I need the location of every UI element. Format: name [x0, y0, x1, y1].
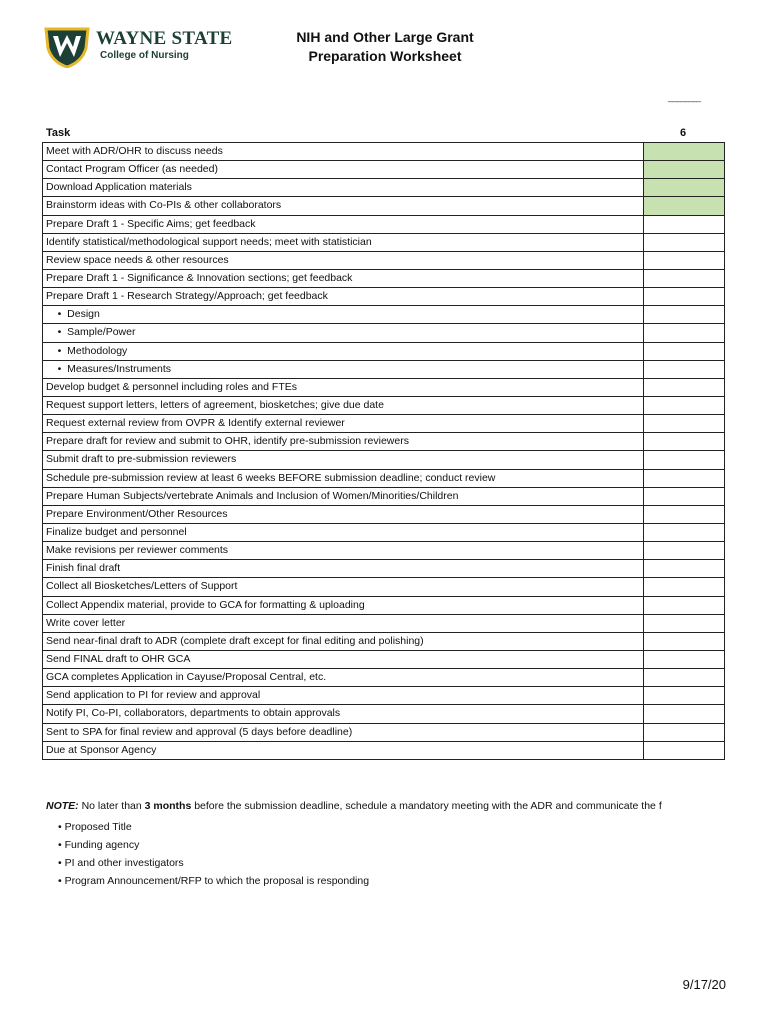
table-row — [43, 451, 725, 469]
table-row — [43, 705, 725, 723]
week-column-header: 6 — [679, 127, 687, 139]
list-item: • Program Announcement/RFP to which the proposal is responding — [58, 875, 370, 887]
note-bullet-list — [58, 818, 369, 890]
schedule-cell — [644, 542, 725, 560]
highlighted-schedule-cell — [644, 197, 725, 215]
task-cell: Brainstorm ideas with Co-PIs & other collaborators — [43, 197, 644, 215]
task-cell: • Design — [43, 306, 644, 324]
title-line-2: Preparation Worksheet — [308, 48, 462, 64]
table-row — [43, 251, 725, 269]
task-cell: Send application to PI for review and approval — [43, 687, 644, 705]
task-cell: • Measures/Instruments — [43, 360, 644, 378]
page-title — [250, 28, 520, 66]
footer-date: 9/17/20 — [682, 977, 726, 992]
note-text-after: before the submission deadline, schedule a mandatory meeting with the ADR and communicate the f — [191, 800, 662, 812]
schedule-cell — [644, 705, 725, 723]
schedule-cell — [644, 560, 725, 578]
list-item: • Proposed Title — [58, 821, 132, 833]
schedule-cell — [644, 451, 725, 469]
table-row — [43, 197, 725, 215]
task-cell: Prepare Human Subjects/vertebrate Animals and Inclusion of Women/Minorities/Children — [43, 487, 644, 505]
table-row — [43, 396, 725, 414]
schedule-cell — [644, 378, 725, 396]
table-row — [43, 179, 725, 197]
note-label: NOTE: — [46, 800, 79, 812]
task-cell: Prepare draft for review and submit to OHR, identify pre-submission reviewers — [43, 433, 644, 451]
schedule-cell — [644, 415, 725, 433]
table-row — [43, 523, 725, 541]
table-row — [43, 161, 725, 179]
note-bold: 3 months — [144, 800, 192, 812]
task-cell: Prepare Environment/Other Resources — [43, 505, 644, 523]
task-table — [42, 142, 725, 760]
table-row — [43, 324, 725, 342]
logo-subtitle: College of Nursing — [100, 50, 189, 61]
task-cell: Request support letters, letters of agreement, biosketches; give due date — [43, 396, 644, 414]
table-row — [43, 360, 725, 378]
task-cell: Due at Sponsor Agency — [43, 741, 644, 759]
table-row — [43, 378, 725, 396]
highlighted-schedule-cell — [644, 179, 725, 197]
task-column-header: Task — [46, 127, 71, 139]
table-row — [43, 505, 725, 523]
logo-name: WAYNE STATE — [96, 28, 233, 49]
table-row — [43, 269, 725, 287]
table-row — [43, 723, 725, 741]
task-cell: Prepare Draft 1 - Research Strategy/Approach; get feedback — [43, 288, 644, 306]
schedule-cell — [644, 342, 725, 360]
table-row — [43, 542, 725, 560]
task-cell: Sent to SPA for final review and approval (5 days before deadline) — [43, 723, 644, 741]
task-cell: GCA completes Application in Cayuse/Proposal Central, etc. — [43, 669, 644, 687]
task-cell: Send near-final draft to ADR (complete draft except for final editing and polishing) — [43, 632, 644, 650]
task-cell: Send FINAL draft to OHR GCA — [43, 650, 644, 668]
table-row — [43, 741, 725, 759]
schedule-cell — [644, 523, 725, 541]
highlighted-schedule-cell — [644, 143, 725, 161]
title-line-1: NIH and Other Large Grant — [296, 29, 474, 45]
task-cell: Schedule pre-submission review at least 6 weeks BEFORE submission deadline; conduct review — [43, 469, 644, 487]
table-row — [43, 614, 725, 632]
schedule-cell — [644, 650, 725, 668]
schedule-cell — [644, 723, 725, 741]
table-row — [43, 288, 725, 306]
table-row — [43, 233, 725, 251]
task-cell: Submit draft to pre-submission reviewers — [43, 451, 644, 469]
date-blank-line: ________ — [667, 92, 701, 102]
task-cell: Develop budget & personnel including roles and FTEs — [43, 378, 644, 396]
table-row — [43, 560, 725, 578]
task-cell: Download Application materials — [43, 179, 644, 197]
table-row — [43, 632, 725, 650]
table-row — [43, 687, 725, 705]
schedule-cell — [644, 251, 725, 269]
wayne-state-logo — [44, 26, 244, 70]
task-cell: Identify statistical/methodological support needs; meet with statistician — [43, 233, 644, 251]
schedule-cell — [644, 741, 725, 759]
schedule-cell — [644, 269, 725, 287]
table-row — [43, 578, 725, 596]
table-row — [43, 415, 725, 433]
task-cell: Request external review from OVPR & Identify external reviewer — [43, 415, 644, 433]
task-cell: Review space needs & other resources — [43, 251, 644, 269]
schedule-cell — [644, 687, 725, 705]
table-row — [43, 342, 725, 360]
schedule-cell — [644, 233, 725, 251]
task-cell: Finalize budget and personnel — [43, 523, 644, 541]
highlighted-schedule-cell — [644, 161, 725, 179]
list-item: • PI and other investigators — [58, 857, 184, 869]
table-row — [43, 215, 725, 233]
task-cell: Notify PI, Co-PI, collaborators, departments to obtain approvals — [43, 705, 644, 723]
table-row — [43, 469, 725, 487]
schedule-cell — [644, 215, 725, 233]
note-text-before: No later than — [78, 800, 145, 812]
schedule-cell — [644, 487, 725, 505]
schedule-cell — [644, 288, 725, 306]
schedule-cell — [644, 433, 725, 451]
task-cell: Collect all Biosketches/Letters of Support — [43, 578, 644, 596]
schedule-cell — [644, 396, 725, 414]
table-row — [43, 650, 725, 668]
task-cell: Meet with ADR/OHR to discuss needs — [43, 143, 644, 161]
task-cell: Finish final draft — [43, 560, 644, 578]
note-paragraph — [46, 800, 726, 812]
task-cell: • Sample/Power — [43, 324, 644, 342]
schedule-cell — [644, 360, 725, 378]
table-row — [43, 306, 725, 324]
schedule-cell — [644, 614, 725, 632]
schedule-cell — [644, 469, 725, 487]
schedule-cell — [644, 669, 725, 687]
schedule-cell — [644, 632, 725, 650]
table-row — [43, 487, 725, 505]
task-cell: Write cover letter — [43, 614, 644, 632]
task-cell: Prepare Draft 1 - Significance & Innovation sections; get feedback — [43, 269, 644, 287]
table-row — [43, 433, 725, 451]
task-cell: • Methodology — [43, 342, 644, 360]
task-cell: Make revisions per reviewer comments — [43, 542, 644, 560]
schedule-cell — [644, 324, 725, 342]
schedule-cell — [644, 578, 725, 596]
schedule-cell — [644, 596, 725, 614]
shield-w-icon — [44, 26, 90, 68]
schedule-cell — [644, 306, 725, 324]
schedule-cell — [644, 505, 725, 523]
table-row — [43, 596, 725, 614]
task-cell: Contact Program Officer (as needed) — [43, 161, 644, 179]
table-row — [43, 143, 725, 161]
table-row — [43, 669, 725, 687]
list-item: • Funding agency — [58, 839, 140, 851]
task-cell: Prepare Draft 1 - Specific Aims; get feedback — [43, 215, 644, 233]
task-cell: Collect Appendix material, provide to GCA for formatting & uploading — [43, 596, 644, 614]
